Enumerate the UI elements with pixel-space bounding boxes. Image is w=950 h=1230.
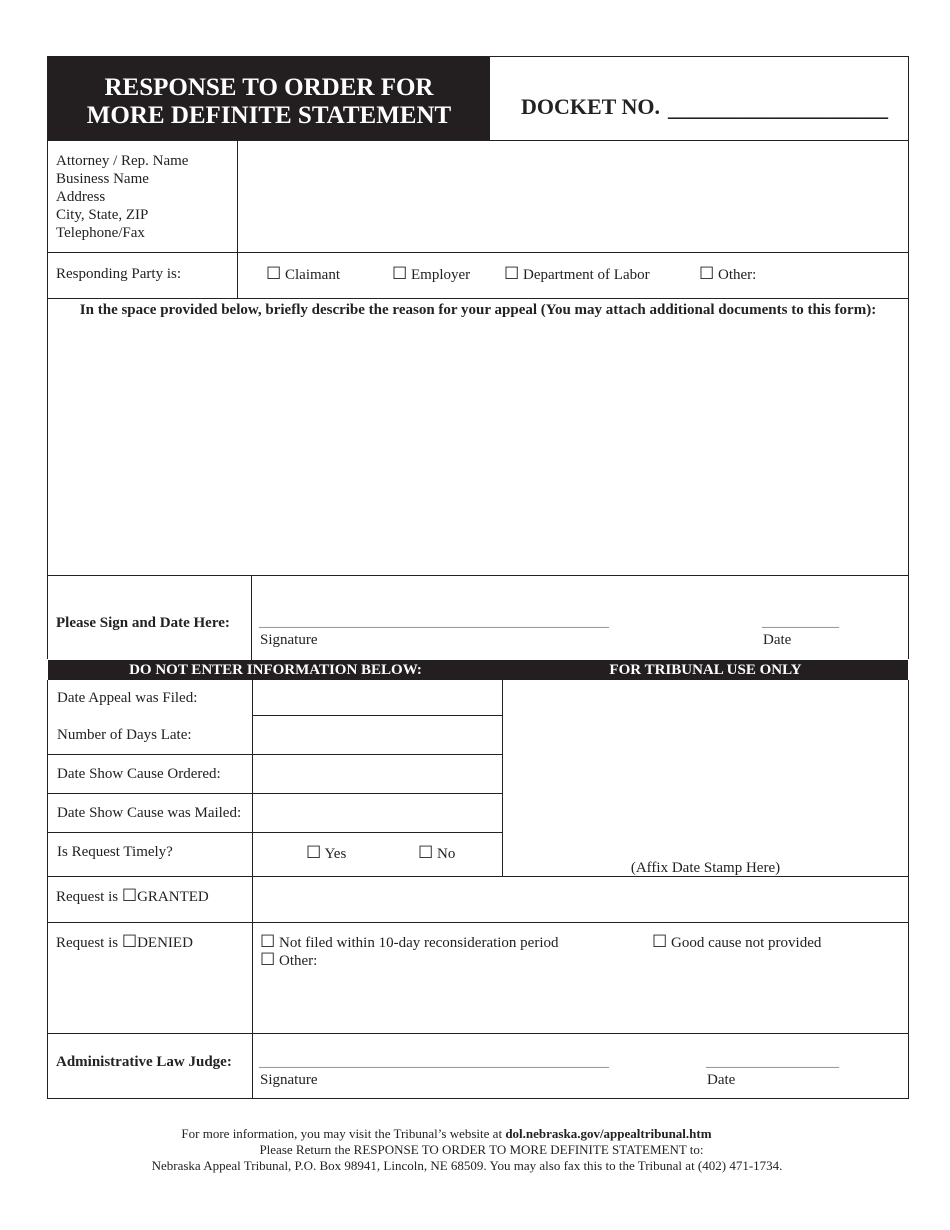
divider — [251, 575, 252, 660]
denied-prefix: Request is — [56, 935, 119, 951]
good-cause-checkbox[interactable]: ☐ — [652, 932, 668, 951]
divider — [47, 575, 909, 576]
denied-other-checkbox[interactable]: ☐ — [260, 950, 276, 969]
signature-caption: Signature — [260, 632, 318, 648]
department-of-labor-option[interactable] — [504, 265, 650, 284]
not-filed-option[interactable] — [260, 933, 559, 952]
date-appeal-filed-label: Date Appeal was Filed: — [57, 690, 198, 706]
date-caption: Date — [763, 632, 792, 648]
timely-yes-checkbox[interactable]: ☐ — [306, 843, 322, 862]
frame-left-bottom — [47, 680, 48, 1099]
form-title-line2: MORE DEFINITE STATEMENT — [86, 102, 452, 129]
judge-signature-caption: Signature — [260, 1072, 318, 1088]
responding-party-label: Responding Party is: — [56, 266, 182, 282]
city-state-zip-label: City, State, ZIP — [56, 207, 149, 223]
denied-label: DENIED — [137, 935, 193, 951]
frame-bottom — [47, 1098, 909, 1099]
denied-other-label: Other: — [279, 953, 318, 969]
title-block — [48, 57, 490, 140]
telephone-fax-label: Telephone/Fax — [56, 225, 145, 241]
footer-return-line: Please Return the RESPONSE TO ORDER TO MORE DEFINITE STATEMENT to: — [259, 1142, 704, 1157]
show-cause-mailed-field[interactable] — [253, 794, 502, 832]
days-late-field[interactable] — [253, 716, 502, 754]
timely-no-option[interactable] — [418, 844, 455, 863]
judge-date-caption: Date — [707, 1072, 736, 1088]
divider — [502, 680, 503, 876]
judge-date-field[interactable]: ___________________ — [706, 1055, 839, 1070]
tribunal-use-only-heading: FOR TRIBUNAL USE ONLY — [609, 662, 802, 678]
tribunal-website-link[interactable]: dol.nebraska.gov/appealtribunal.htm — [505, 1126, 712, 1141]
days-late-label: Number of Days Late: — [57, 727, 192, 743]
timely-no-label: No — [437, 846, 456, 862]
granted-prefix: Request is — [56, 889, 119, 905]
not-filed-checkbox[interactable]: ☐ — [260, 932, 276, 951]
frame-top — [47, 56, 909, 57]
attorney-name-label: Attorney / Rep. Name — [56, 153, 189, 169]
granted-notes-field[interactable] — [253, 877, 908, 922]
department-of-labor-label: Department of Labor — [523, 267, 650, 283]
business-name-label: Business Name — [56, 171, 149, 187]
footer-info-line — [0, 1126, 893, 1142]
granted-option[interactable] — [56, 887, 209, 906]
appeal-reason-instruction: In the space provided below, briefly describe the reason for your appeal (You may attach additional documents to this form): — [79, 302, 877, 318]
divider — [47, 1033, 909, 1034]
claimant-checkbox[interactable]: ☐ — [266, 264, 282, 283]
granted-label: GRANTED — [137, 889, 209, 905]
show-cause-ordered-label: Date Show Cause Ordered: — [57, 766, 221, 782]
timely-yes-option[interactable] — [306, 844, 346, 863]
request-timely-label: Is Request Timely? — [57, 844, 173, 860]
docket-number-field[interactable]: ____________________ — [668, 96, 888, 121]
timely-no-checkbox[interactable]: ☐ — [418, 843, 434, 862]
employer-option[interactable] — [392, 265, 470, 284]
other-party-option[interactable] — [699, 265, 756, 284]
appeal-reason-field[interactable] — [48, 322, 908, 574]
frame-right-bottom — [908, 680, 909, 1099]
divider — [47, 832, 503, 833]
signature-field[interactable]: __________________________________________________ — [259, 615, 609, 630]
date-appeal-filed-field[interactable] — [253, 681, 502, 715]
show-cause-mailed-label: Date Show Cause was Mailed: — [57, 805, 242, 821]
granted-checkbox[interactable]: ☐ — [121, 886, 138, 905]
do-not-enter-heading: DO NOT ENTER INFORMATION BELOW: — [129, 662, 422, 678]
judge-signature-field[interactable]: __________________________________________________ — [259, 1055, 609, 1070]
claimant-option[interactable] — [266, 265, 340, 284]
contact-info-field[interactable] — [238, 141, 908, 252]
tribunal-use-bar — [48, 660, 908, 680]
docket-label: DOCKET NO. — [521, 94, 660, 119]
divider — [47, 252, 909, 253]
not-filed-label: Not filed within 10-day reconsideration period — [279, 935, 559, 951]
good-cause-option[interactable] — [652, 933, 821, 952]
footer-address-line: Nebraska Appeal Tribunal, P.O. Box 98941, Lincoln, NE 68509. You may also fax this to the Tribunal at (402) 471-1734. — [151, 1158, 783, 1173]
denied-option[interactable] — [56, 933, 193, 952]
other-party-checkbox[interactable]: ☐ — [699, 264, 715, 283]
denied-other-option[interactable] — [260, 951, 317, 970]
frame-right-top — [908, 56, 909, 659]
address-label: Address — [56, 189, 106, 205]
employer-checkbox[interactable]: ☐ — [392, 264, 408, 283]
divider — [47, 922, 909, 923]
good-cause-label: Good cause not provided — [671, 935, 822, 951]
form-title-line1: RESPONSE TO ORDER FOR — [104, 74, 434, 101]
employer-label: Employer — [411, 267, 471, 283]
footer-info-text: For more information, you may visit the Tribunal’s website at — [181, 1126, 503, 1141]
date-stamp-caption: (Affix Date Stamp Here) — [630, 860, 781, 876]
timely-yes-label: Yes — [324, 846, 347, 862]
claimant-label: Claimant — [285, 267, 340, 283]
date-field[interactable]: ___________ — [762, 615, 839, 630]
show-cause-ordered-field[interactable] — [253, 755, 502, 793]
divider — [47, 298, 909, 299]
judge-label: Administrative Law Judge: — [56, 1054, 232, 1070]
denied-checkbox[interactable]: ☐ — [121, 932, 138, 951]
other-party-label: Other: — [718, 267, 757, 283]
department-of-labor-checkbox[interactable]: ☐ — [504, 264, 520, 283]
sign-date-label: Please Sign and Date Here: — [56, 615, 230, 631]
